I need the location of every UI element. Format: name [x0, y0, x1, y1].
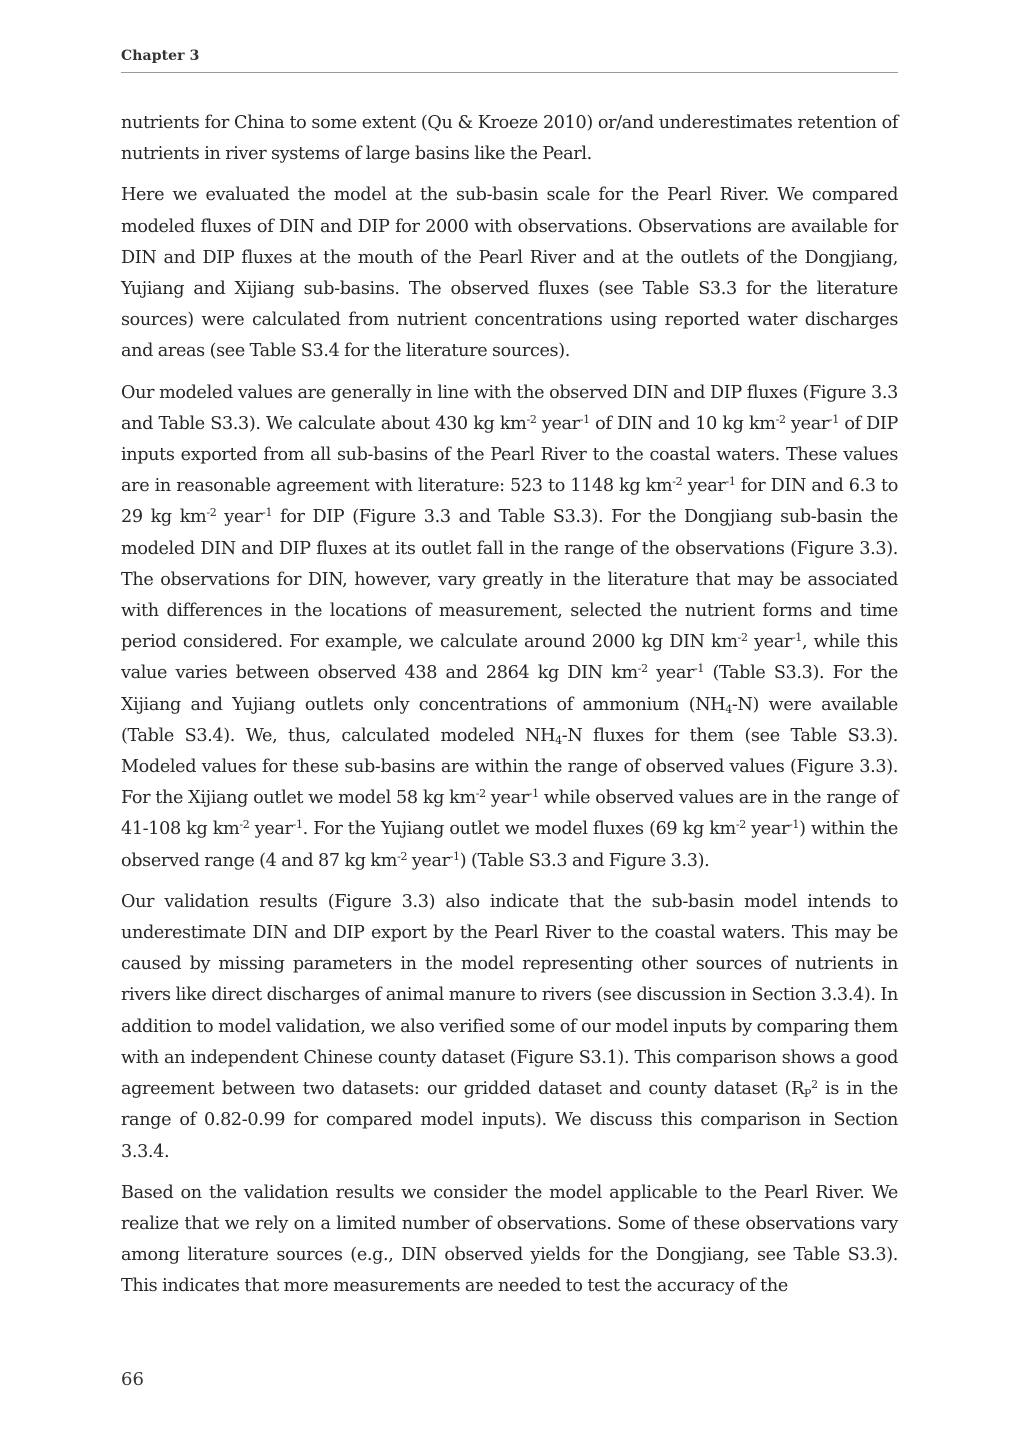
superscript: -2 — [637, 662, 648, 676]
subscript: 4 — [555, 733, 562, 747]
text-run: nutrients for China to some extent (Qu & Kroeze 2010) or/and underestimates retention of nutrients in river systems of large basins like the Pearl. — [121, 113, 898, 165]
superscript: -1 — [449, 849, 460, 863]
superscript: -1 — [292, 818, 303, 832]
text-run: is in the range of 0.82-0.99 for compared model inputs). We discuss this comparison in Section 3.3.4. — [121, 1079, 898, 1162]
superscript: -2 — [672, 475, 683, 489]
superscript: -2 — [475, 787, 486, 801]
text-run: year — [785, 413, 829, 434]
text-run: for DIP (Figure 3.3 and Table S3.3). For the Dongjiang sub-basin the modeled DIN and DIP fluxes at its outlet fall in the range of the observations (Figure 3.3). The observations for DIN, however, vary greatly in the literature that may be associated with differences in the locations of measurement, selected the nutrient forms and time period considered. For example, we calculate around 2000 kg DIN km — [121, 507, 898, 653]
text-run: year — [682, 476, 726, 497]
text-run: of DIN and 10 kg km — [589, 413, 776, 434]
superscript: -1 — [694, 662, 705, 676]
text-run: Based on the validation results we consider the model applicable to the Pearl River. We realize that we rely on a limited number of observations. Some of these observations vary among literature sources (e.g., DIN observed yields for the Dongjiang, see Table S3.3). This indicates that more measurements are needed to test the accuracy of the — [121, 1182, 898, 1297]
paragraph-4 — [121, 887, 898, 1168]
paragraph-3 — [121, 378, 898, 877]
paragraph-2 — [121, 180, 898, 367]
running-header — [121, 46, 898, 73]
page-number: 66 — [121, 1369, 144, 1390]
paragraph-5 — [121, 1178, 898, 1303]
superscript: -2 — [735, 818, 746, 832]
text-run: , while this value varies between observed 438 and 2864 kg DIN km — [121, 632, 898, 684]
superscript: -1 — [789, 818, 800, 832]
superscript: -2 — [397, 849, 408, 863]
text-run: while observed values are in the range of 41-108 kg km — [121, 788, 898, 840]
text-run: . For the Yujiang outlet we model fluxes (69 kg km — [302, 819, 736, 840]
text-run: year — [747, 632, 792, 653]
text-run: year — [647, 663, 695, 684]
text-run: for DIN and 6.3 to 29 kg km — [121, 476, 898, 528]
superscript: 2 — [811, 1078, 818, 1092]
paragraph-1 — [121, 108, 898, 170]
superscript: -1 — [828, 412, 839, 426]
superscript: -1 — [791, 631, 802, 645]
text-run: Here we evaluated the model at the sub-basin scale for the Pearl River. We compared modeled fluxes of DIN and DIP for 2000 with observations. Observations are available for DIN and DIP fluxes at the mouth of the Pearl River and at the outlets of the Dongjiang, Yujiang and Xijiang sub-basins. The observed fluxes (see Table S3.3 for the literature sources) were calculated from nutrient concentrations using reported water discharges and areas (see Table S3.4 for the literature sources). — [121, 185, 898, 362]
text-run: -N fluxes for them (see Table S3.3). Modeled values for these sub-basins are within the range of observed values (Figure 3.3). For the Xijiang outlet we model 58 kg km — [121, 725, 898, 809]
chapter-label: Chapter 3 — [121, 48, 200, 64]
subscript: 4 — [725, 702, 732, 716]
text-run: year — [536, 413, 580, 434]
text-run: Our modeled values are generally in line with the observed DIN and DIP fluxes (Figure 3.3 and Table S3.3). We calculate about 430 kg km — [121, 382, 898, 434]
text-run: ) within the observed range (4 and 87 kg km — [121, 819, 898, 871]
text-run: year — [745, 819, 790, 840]
superscript: -2 — [775, 412, 786, 426]
superscript: -2 — [206, 506, 217, 520]
superscript: -2 — [239, 818, 250, 832]
subscript: P — [804, 1087, 812, 1101]
superscript: -1 — [528, 787, 539, 801]
superscript: -1 — [725, 475, 736, 489]
superscript: -1 — [579, 412, 590, 426]
text-run: year — [485, 788, 529, 809]
text-run: ) (Table S3.3 and Figure 3.3). — [459, 850, 710, 871]
text-run: year — [216, 507, 263, 528]
superscript: -2 — [737, 631, 748, 645]
body-text — [121, 108, 898, 1313]
text-run: year — [407, 850, 450, 871]
text-run: (Table S3.3). For the Xijiang and Yujiang outlets only concentrations of ammonium (NH — [121, 663, 898, 715]
superscript: -2 — [526, 412, 537, 426]
text-run: -N) were available (Table S3.4). We, thus, calculated modeled NH — [121, 694, 898, 746]
text-run: Our validation results (Figure 3.3) also indicate that the sub-basin model intends to underestimate DIN and DIP export by the Pearl River to the coastal waters. This may be caused by missing parameters in the model representing other sources of nutrients in rivers like direct discharges of animal manure to rivers (see discussion in Section 3.3.4). In addition to model validation, we also verified some of our model inputs by comparing them with an independent Chinese county dataset (Figure S3.1). This comparison shows a good agreement between two datasets: our gridded dataset and county dataset (R — [121, 891, 898, 1100]
text-run: year — [249, 819, 293, 840]
superscript: -1 — [262, 506, 273, 520]
text-run: of DIP inputs exported from all sub-basins of the Pearl River to the coastal waters. These values are in reasonable agreement with literature: 523 to 1148 kg km — [121, 413, 898, 497]
